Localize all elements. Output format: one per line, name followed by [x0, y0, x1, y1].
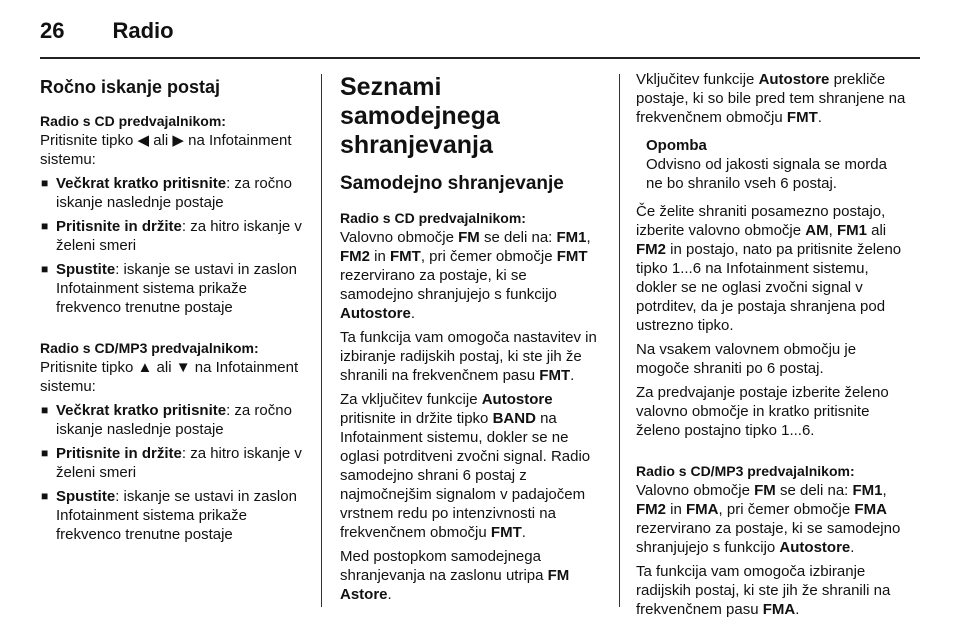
bold-term: FM Astore [340, 567, 570, 603]
bold-term: Autostore [340, 305, 411, 322]
bold-term: Večkrat kratko pritisnite [56, 175, 227, 192]
paragraph: Za vključitev funkcije Autostore pritisnite in držite tipko BAND na Infotainment sistemu, dokler se ne oglasi potrditveni zvočni signal. Radio samodejno shrani 6 postaj z najmočnejšim signalom v padajočem vrstnem redu po intenzivnosti na frekvenčnem območju FMT. [340, 391, 591, 541]
paragraph: Na vsakem valovnem območju je mogoče shraniti po 6 postaj. [636, 341, 857, 377]
subsection-title: Samodejno shranjevanje [340, 173, 564, 194]
column-divider [321, 74, 322, 607]
header-rule [40, 57, 920, 59]
bullet-icon: ■ [41, 262, 49, 276]
note-box [636, 136, 906, 193]
list-item: ■ Pritisnite in držite: za hitro iskanje v želeni smeri [41, 445, 302, 481]
bold-term: FM2 [636, 501, 666, 518]
bold-term: Autostore [481, 391, 553, 408]
paragraph: Pritisnite tipko ◀ ali ▶ na Infotainment sistemu: [40, 132, 292, 168]
bold-term: FM2 [636, 241, 666, 258]
bold-term: Spustite [56, 261, 116, 278]
subsection-label: Radio s CD predvajalnikom: [40, 113, 226, 129]
bold-term: FM [458, 229, 480, 246]
list-item: ■ Spustite: iskanje se ustavi in zaslon Infotainment sistema prikaže frekvenco trenutne postaje [41, 488, 297, 543]
subsection-label: Radio s CD/MP3 predvajalnikom: [40, 340, 259, 356]
column-divider [619, 74, 620, 607]
section-title: Seznami samodejnega shranjevanja [340, 73, 500, 159]
bullet-list [40, 174, 302, 317]
bullet-icon: ■ [41, 176, 49, 190]
bold-term: FM2 [340, 248, 370, 265]
bold-term: Pritisnite in držite [56, 218, 182, 235]
bullet-list [40, 401, 302, 544]
bold-term: FMA [762, 601, 796, 618]
bold-term: FMA [854, 501, 887, 518]
paragraph: Vključitev funkcije Autostore prekliče postaje, ki so bile pred tem shranjene na frekvenčnem območju FMT. [636, 71, 906, 126]
bold-term: Večkrat kratko pritisnite [56, 402, 227, 419]
bold-term: FM1 [836, 222, 867, 239]
paragraph: Valovno območje FM se deli na: FM1, FM2 in FMA, pri čemer območje FMA rezervirano za postaje, ki se samodejno shranjujejo s funkcijo Autostore. [636, 482, 901, 556]
column-2 [340, 70, 602, 609]
paragraph: Pritisnite tipko ▲ ali ▼ na Infotainment sistemu: [40, 359, 299, 395]
paragraph: Za predvajanje postaje izberite želeno valovno območje in kratko pritisnite želeno postajno tipko 1...6. [636, 384, 889, 439]
list-item: ■ Večkrat kratko pritisnite: za ročno iskanje naslednje postaje [41, 175, 292, 211]
list-item: ■ Spustite: iskanje se ustavi in zaslon Infotainment sistema prikaže frekvenco trenutne postaje [41, 261, 297, 316]
page-header [40, 18, 174, 44]
bold-term: AM [805, 222, 829, 239]
bold-term: FM [754, 482, 776, 499]
bold-term: FMT [390, 248, 421, 265]
section-heading: Ročno iskanje postaj [40, 77, 221, 97]
list-item: ■ Večkrat kratko pritisnite: za ročno iskanje naslednje postaje [41, 402, 292, 438]
bullet-icon: ■ [41, 446, 49, 460]
paragraph: Valovno območje FM se deli na: FM1, FM2 in FMT, pri čemer območje FMT rezervirano za postaje, ki se samodejno shranjujejo s funkcijo Autostore. [340, 229, 591, 322]
column-1 [40, 70, 302, 549]
bullet-icon: ■ [41, 403, 49, 417]
paragraph: Če želite shraniti posamezno postajo, izberite valovno območje AM, FM1 ali FM2 in postajo, nato pa pritisnite želeno tipko 1...6 na Infotainment sistemu, dokler se ne oglasi zvočni signal v potrditev, da je postaja shranjena pod ustrezno tipko. [636, 203, 902, 334]
chapter-title: Radio [112, 18, 174, 43]
bold-term: FM1 [556, 229, 587, 246]
note-text: Odvisno od jakosti signala se morda ne bo shranilo vseh 6 postaj. [646, 156, 887, 192]
subsection-label: Radio s CD predvajalnikom: [340, 210, 526, 226]
column-3 [636, 70, 906, 624]
bold-term: Pritisnite in držite [56, 445, 182, 462]
bullet-icon: ■ [41, 489, 49, 503]
bullet-icon: ■ [41, 219, 49, 233]
bold-term: FM1 [852, 482, 883, 499]
bold-term: FMT [539, 367, 571, 384]
bold-term: Autostore [758, 71, 830, 88]
bold-term: Autostore [779, 539, 851, 556]
bold-term: FMT [556, 248, 588, 265]
bold-term: BAND [492, 410, 536, 427]
note-title: Opomba [646, 137, 707, 154]
page-number: 26 [40, 18, 65, 43]
bold-term: FMT [786, 109, 818, 126]
list-item: ■ Pritisnite in držite: za hitro iskanje v želeni smeri [41, 218, 302, 254]
bold-term: FMA [686, 501, 719, 518]
bold-term: Spustite [56, 488, 116, 505]
bold-term: FMT [490, 524, 522, 541]
subsection-label: Radio s CD/MP3 predvajalnikom: [636, 463, 855, 479]
paragraph: Ta funkcija vam omogoča izbiranje radijskih postaj, ki ste jih že shranili na frekvenčnem pasu FMA. [636, 563, 891, 618]
paragraph: Ta funkcija vam omogoča nastavitev in izbiranje radijskih postaj, ki ste jih že shranili na frekvenčnem pasu FMT. [340, 329, 597, 384]
paragraph: Med postopkom samodejnega shranjevanja na zaslonu utripa FM Astore. [340, 548, 570, 603]
